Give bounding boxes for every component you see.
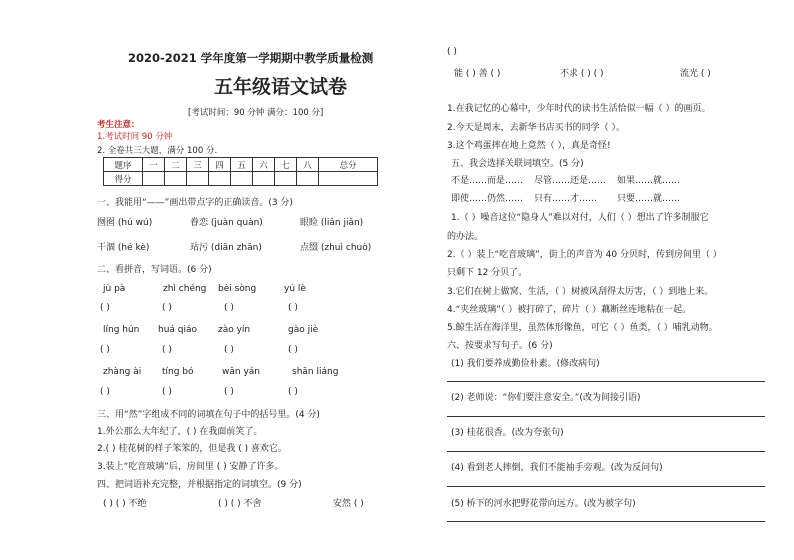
idiom-blank[interactable]: 安然 ( ) xyxy=(333,499,364,509)
score-input-cell[interactable] xyxy=(297,172,319,186)
section-2-title: 二、看拼音，写词语。(6 分) xyxy=(97,265,212,275)
answer-line[interactable] xyxy=(447,486,765,487)
question: (1) 我们要养成勤俭朴素。(修改病句) xyxy=(451,359,600,369)
pinyin: wǎn yán xyxy=(222,367,260,377)
score-table xyxy=(103,157,378,186)
notice-item-1: 1.考试时间 90 分钟 xyxy=(97,132,173,142)
pinyin: gào jiè xyxy=(288,325,319,335)
conjunction-option: 尽管……还是…… xyxy=(534,176,607,186)
score-input-cell[interactable] xyxy=(319,172,378,186)
score-cell: 一 xyxy=(143,158,165,172)
score-cell: 五 xyxy=(231,158,253,172)
exam-subtitle: 五年级语文试卷 xyxy=(214,76,348,98)
notice-item-2: 2. 全卷共三大题，满分 100 分. xyxy=(97,146,218,156)
score-cell: 三 xyxy=(187,158,209,172)
conjunction-option: 只要……就…… xyxy=(617,194,681,204)
question: 1.在我记忆的心幕中，少年时代的读书生活恰似一幅（ ）的画页。 xyxy=(447,104,711,114)
score-input-cell[interactable] xyxy=(231,172,253,186)
idiom-blank[interactable]: 流光 ( ) xyxy=(680,69,711,79)
answer-blank[interactable]: ( ) xyxy=(288,345,298,355)
pinyin: jù pà xyxy=(103,284,126,294)
answer-blank[interactable]: ( ) xyxy=(447,47,457,57)
score-input-cell[interactable] xyxy=(275,172,297,186)
conjunction-option: 如果……就…… xyxy=(617,176,681,186)
score-input-cell[interactable] xyxy=(209,172,231,186)
conjunction-option: 不是……而是…… xyxy=(451,176,524,186)
exam-info: [考试时间：90 分钟 满分：100 分] xyxy=(188,108,324,118)
pinyin: yú lè xyxy=(284,284,306,294)
answer-blank[interactable]: ( ) xyxy=(100,345,110,355)
pinyin: huá qiáo xyxy=(158,325,198,335)
answer-line[interactable] xyxy=(447,416,765,417)
question: 1.外公那么大年纪了，( ) 在我面前笑了。 xyxy=(97,427,263,437)
conjunction-option: 即使……仍然…… xyxy=(451,194,524,204)
question: (3) 桂花很香。(改为夸张句) xyxy=(451,428,564,438)
question: 2.今天是周末，去新华书店买书的同学（ ）。 xyxy=(447,123,625,133)
pinyin-choice: 囫囵 (hú wú) xyxy=(97,218,153,228)
score-cell: 总分 xyxy=(319,158,378,172)
answer-blank[interactable]: ( ) xyxy=(162,303,172,313)
idiom-blank[interactable]: 不求 ( ) ( ) xyxy=(560,69,604,79)
pinyin-choice: 眼睑 (liǎn jiǎn) xyxy=(300,218,364,228)
score-cell: 七 xyxy=(275,158,297,172)
exam-header-title: 2020-2021 学年度第一学期期中教学质量检测 xyxy=(128,51,374,65)
pinyin: bèi sòng xyxy=(218,284,257,294)
question: 3.装上“吃音玻璃”后，房间里 ( ) 安静了许多。 xyxy=(97,462,284,472)
score-input-cell[interactable] xyxy=(253,172,275,186)
notice-heading: 考生注意： xyxy=(97,120,140,130)
pinyin-choice: 眷恋 (juàn quàn) xyxy=(190,218,263,228)
answer-blank[interactable]: ( ) xyxy=(224,387,234,397)
answer-blank[interactable]: ( ) xyxy=(288,303,298,313)
question: 3.这个鸡蛋摔在地上竟然（ ），真是奇怪! xyxy=(447,141,611,151)
question: (2) 老师说：“你们要注意安全。”(改为间接引语) xyxy=(451,393,641,403)
question: 只剩下 12 分贝了。 xyxy=(447,268,528,278)
pinyin-choice: 干涸 (hé kè) xyxy=(97,243,150,253)
question: 2.( ) 桂花树的样子笨笨的，但是我 ( ) 喜欢它。 xyxy=(97,444,287,454)
answer-blank[interactable]: ( ) xyxy=(224,345,234,355)
answer-blank[interactable]: ( ) xyxy=(162,345,172,355)
answer-line[interactable] xyxy=(447,521,765,522)
score-row-label: 得分 xyxy=(104,172,143,186)
pinyin: líng hún xyxy=(103,325,140,335)
question: 的办法。 xyxy=(447,232,484,242)
idiom-blank[interactable]: 能 ( ) 善 ( ) xyxy=(454,69,501,79)
pinyin: zào yín xyxy=(218,325,251,335)
score-cell: 六 xyxy=(253,158,275,172)
score-cell: 题序 xyxy=(104,158,143,172)
answer-blank[interactable]: ( ) xyxy=(100,303,110,313)
score-cell: 四 xyxy=(209,158,231,172)
score-table-header-row xyxy=(104,158,378,172)
question: 3.它们在树上做窝、生活，（ ）树被风刮得太厉害，（ ）到地上来。 xyxy=(447,287,714,297)
answer-blank[interactable]: ( ) xyxy=(162,387,172,397)
question: 4.“夹丝玻璃”（ ）被打碎了，碎片（ ）藕断丝连地粘在一起。 xyxy=(447,305,692,315)
pinyin-choice: 玷污 (diān zhān) xyxy=(190,243,262,253)
section-4-title: 四、把词语补充完整，并根据指定的词填空。(9 分) xyxy=(97,480,302,490)
question: 2.（ ）装上“吃音玻璃”，街上的声音为 40 分贝时，传到房间里（ ） xyxy=(447,250,722,260)
section-6-title: 六、按要求写句子。(6 分) xyxy=(447,341,553,351)
pinyin: shān liáng xyxy=(292,367,339,377)
idiom-blank[interactable]: ( ) ( ) 不绝 xyxy=(103,499,147,509)
score-input-cell[interactable] xyxy=(165,172,187,186)
score-input-cell[interactable] xyxy=(143,172,165,186)
score-input-cell[interactable] xyxy=(187,172,209,186)
question: (5) 桥下的河水把野花带向远方。(改为被字句) xyxy=(451,499,636,509)
pinyin: zhì chéng xyxy=(163,284,207,294)
question: 5.鲸生活在海洋里，虽然体形像鱼，可它（ ）鱼类，（ ）哺乳动物。 xyxy=(447,323,718,333)
section-1-title: 一、我能用“——”画出带点字的正确读音。(3 分) xyxy=(97,198,293,208)
score-cell: 八 xyxy=(297,158,319,172)
section-5-title: 五、我会选择关联词填空。(5 分) xyxy=(451,159,584,169)
score-table-score-row xyxy=(104,172,378,186)
answer-line[interactable] xyxy=(447,451,765,452)
pinyin-choice: 点缀 (zhuì chuò) xyxy=(300,243,372,253)
answer-line[interactable] xyxy=(447,381,765,382)
idiom-blank[interactable]: ( ) ( ) 不舍 xyxy=(218,499,262,509)
section-3-title: 三、用“然”字组成不同的词填在句子中的括号里。(4 分) xyxy=(97,410,320,420)
score-cell: 二 xyxy=(165,158,187,172)
question: 1.（ ）噪音这位“隐身人”难以对付，人们（ ）想出了许多制服它 xyxy=(451,213,709,223)
pinyin: tíng bó xyxy=(162,367,194,377)
answer-blank[interactable]: ( ) xyxy=(100,387,110,397)
conjunction-option: 只有……才…… xyxy=(534,194,598,204)
answer-blank[interactable]: ( ) xyxy=(288,387,298,397)
answer-blank[interactable]: ( ) xyxy=(224,303,234,313)
question: (4) 看到老人摔倒，我们不能袖手旁观。(改为反问句) xyxy=(451,463,663,473)
pinyin: zhàng ài xyxy=(103,367,142,377)
